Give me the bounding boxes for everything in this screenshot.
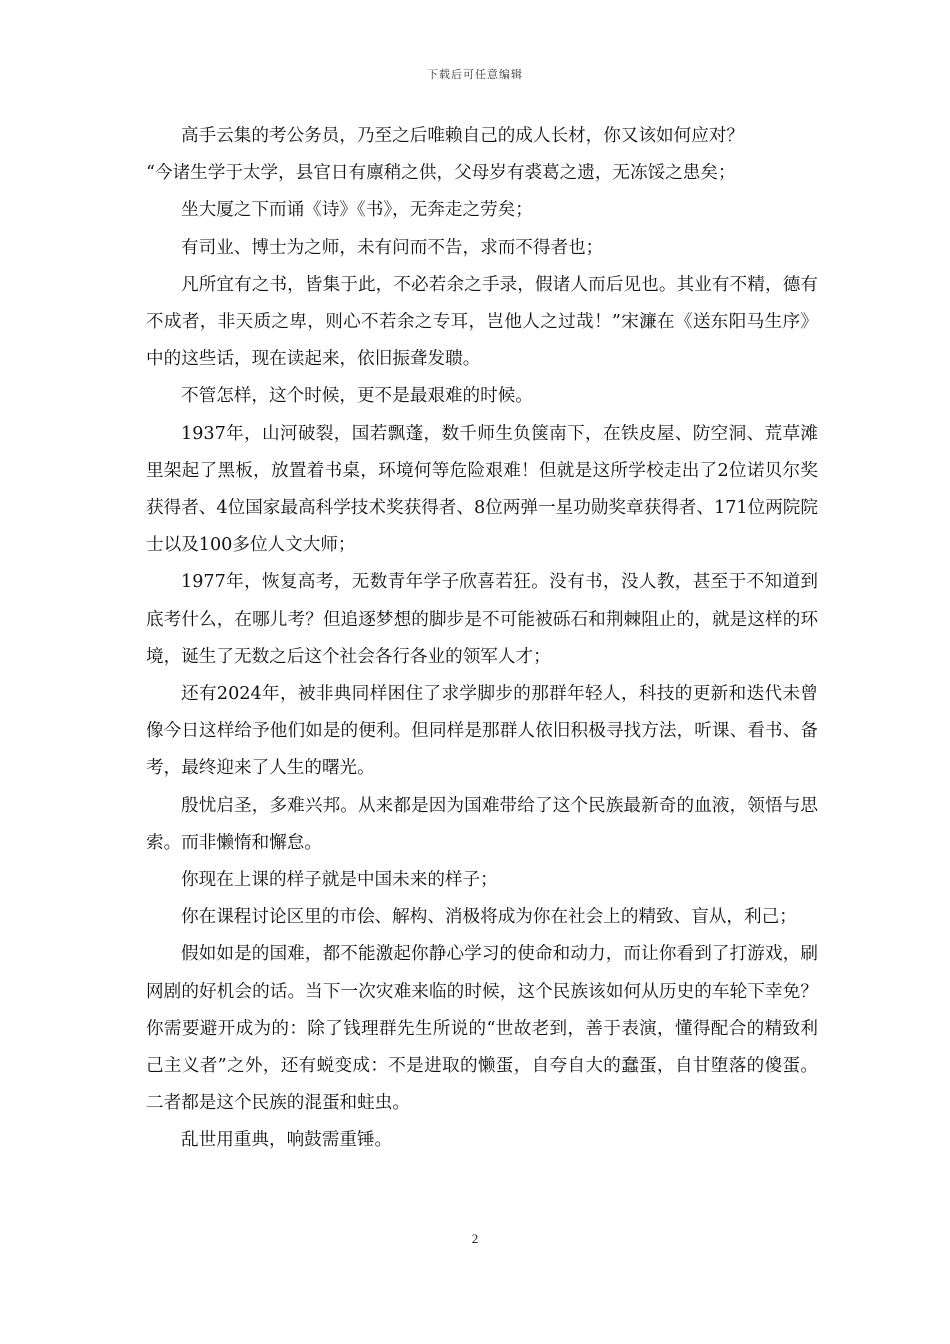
paragraph-14: 乱世用重典，响鼓需重锤。 <box>181 1130 393 1151</box>
page-header: 下载后可任意编辑 <box>427 68 523 81</box>
paragraph-5: 凡所宜有之书，皆集于此，不必若余之手录，假诸人而后见也。其业有不精，德有不成者，非天质之卑，则心不若余之专耳，岂他人之过哉！”宋濂在《送东阳马生序》中的这些话，现在读起来，依旧振聋发聩。 <box>146 274 818 370</box>
paragraph-10: 殷忧启圣，多难兴邦。从来都是因为国难带给了这个民族最新奇的血液，领悟与思索。而非懒惰和懈怠。 <box>146 795 818 853</box>
paragraph-13: 假如如是的国难，都不能激起你静心学习的使命和动力，而让你看到了打游戏，刷网剧的好机会的话。当下一次灾难来临的时候，这个民族该如何从历史的车轮下幸免？你需要避开成为的：除了钱理群先生所说的“世故老到，善于表演，懂得配合的精致利己主义者”之外，还有蜕变成：不是进取的懒蛋，自夸自大的蠢蛋，自甘堕落的傻蛋。二者都是这个民族的混蛋和蛀虫。 <box>146 944 818 1114</box>
paragraph-4: 有司业、博士为之师，未有问而不告，求而不得者也； <box>181 237 604 258</box>
paragraph-7: 1937年，山河破裂，国若飘蓬，数千师生负箧南下，在铁皮屋、防空洞、荒草滩里架起了黑板，放置着书桌，环境何等危险艰难！但就是这所学校走出了2位诺贝尔奖获得者、4位国家最高科学技术奖获得者、8位两弹一星功勋奖章获得者、171位两院院士以及100多位人文大师； <box>146 423 818 556</box>
paragraph-1: 高手云集的考公务员，乃至之后唯赖自己的成人长材，你又该如何应对？ <box>181 126 745 146</box>
paragraph-8: 1977年，恢复高考，无数青年学子欣喜若狂。没有书，没人教，甚至于不知道到底考什么，在哪儿考？但追逐梦想的脚步是不可能被砾石和荆棘阻止的，就是这样的环境，诞生了无数之后这个社会各行各业的领军人才； <box>146 572 818 667</box>
paragraph-11: 你现在上课的样子就是中国未来的样子； <box>181 870 498 891</box>
paragraph-2: “今诸生学于太学，县官日有廪稍之供，父母岁有裘葛之遗，无冻馁之患矣； <box>146 163 736 184</box>
paragraph-9: 还有2024年，被非典同样困住了求学脚步的那群年轻人，科技的更新和迭代未曾像今日这样给予他们如是的便利。但同样是那群人依旧积极寻找方法，听课、看书、备考，最终迎来了人生的曙光。 <box>146 684 818 779</box>
paragraph-12: 你在课程讨论区里的市侩、解构、消极将成为你在社会上的精致、盲从，利己； <box>181 907 797 928</box>
page-number: 2 <box>471 1231 479 1246</box>
paragraph-6: 不管怎样，这个时候，更不是最艰难的时候。 <box>181 386 533 407</box>
paragraph-3: 坐大厦之下而诵《诗》《书》，无奔走之劳矣； <box>181 200 533 221</box>
document-body <box>146 118 818 1160</box>
